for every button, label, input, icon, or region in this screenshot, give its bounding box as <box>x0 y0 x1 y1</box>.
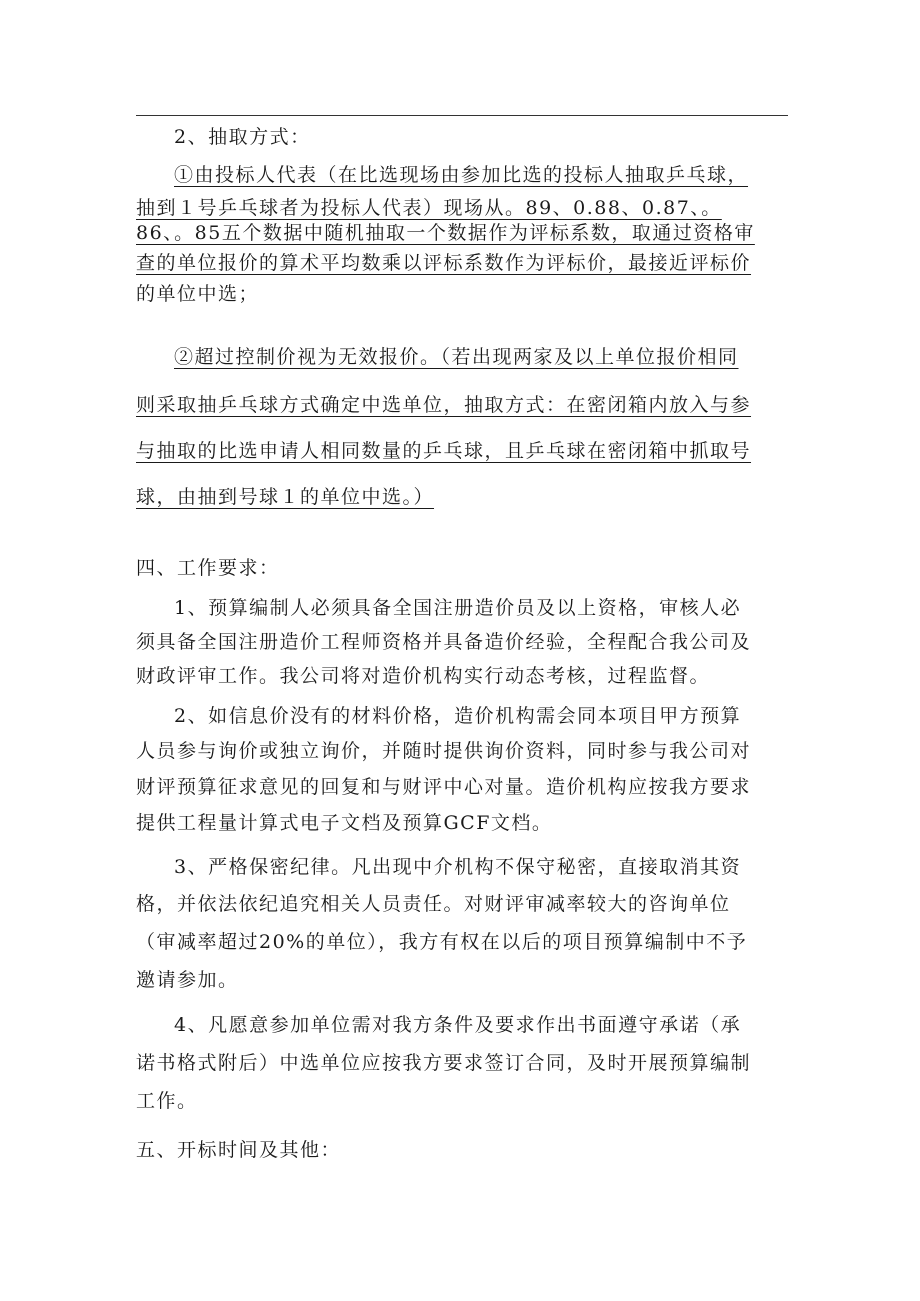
p2-line-3: 与抽取的比选申请人相同数量的乒乓球，且乒乓球在密闭箱中抓取号 <box>136 440 752 462</box>
p1-line-4: 查的单位报价的算术平均数乘以评标系数作为评标价，最接近评标价 <box>136 252 752 274</box>
item4-line-2: 诺书格式附后）中选单位应按我方要求签订合同，及时开展预算编制 <box>136 1052 752 1074</box>
item4-line-3: 工作。 <box>136 1090 198 1112</box>
item3-line-3: （审减率超过20%的单位），我方有权在以后的项目预算编制中不予 <box>136 931 748 953</box>
method-heading: 2、抽取方式： <box>174 126 311 148</box>
p2-line-2: 则采取抽乒乓球方式确定中选单位，抽取方式：在密闭箱内放入与参 <box>136 394 752 416</box>
p2-line-1: ②超过控制价视为无效报价。（若出现两家及以上单位报价相同 <box>174 346 739 368</box>
p1-line-5: 的单位中选； <box>136 283 260 305</box>
item2-line-4: 提供工程量计算式电子文档及预算GCF文档。 <box>136 812 553 834</box>
item2-line-2: 人员参与询价或独立询价，并随时提供询价资料，同时参与我公司对 <box>136 740 752 762</box>
header-rule <box>136 115 788 116</box>
p1-line-1: ①由投标人代表（在比选现场由参加比选的投标人抽取乒乓球， <box>174 164 749 186</box>
p1-line-3: 86、。85五个数据中随机抽取一个数据作为评标系数，取通过资格审 <box>136 222 755 244</box>
item1-line-3: 财政评审工作。我公司将对造价机构实行动态考核，过程监督。 <box>136 665 711 687</box>
section4-heading: 四、工作要求： <box>136 557 280 579</box>
p2-line-4: 球，由抽到号球１的单位中选。） <box>136 486 435 508</box>
p1-line-2: 抽到１号乒乓球者为投标人代表）现场从。89、0.88、0.87、。 <box>136 197 722 219</box>
item3-line-2: 格，并依法依纪追究相关人员责任。对财评审减率较大的咨询单位 <box>136 893 731 915</box>
item1-line-1: 1、预算编制人必须具备全国注册造价员及以上资格，审核人必 <box>174 597 742 619</box>
item3-line-1: 3、严格保密纪律。凡出现中介机构不保守秘密，直接取消其资 <box>174 856 742 878</box>
section5-heading: 五、开标时间及其他： <box>136 1139 342 1161</box>
item4-line-1: 4、凡愿意参加单位需对我方条件及要求作出书面遵守承诺（承 <box>174 1014 742 1036</box>
item2-line-1: 2、如信息价没有的材料价格，造价机构需会同本项目甲方预算 <box>174 705 742 727</box>
item1-line-2: 须具备全国注册造价工程师资格并具备造价经验，全程配合我公司及 <box>136 631 752 653</box>
item2-line-3: 财评预算征求意见的回复和与财评中心对量。造价机构应按我方要求 <box>136 776 752 798</box>
item3-line-4: 邀请参加。 <box>136 969 239 991</box>
